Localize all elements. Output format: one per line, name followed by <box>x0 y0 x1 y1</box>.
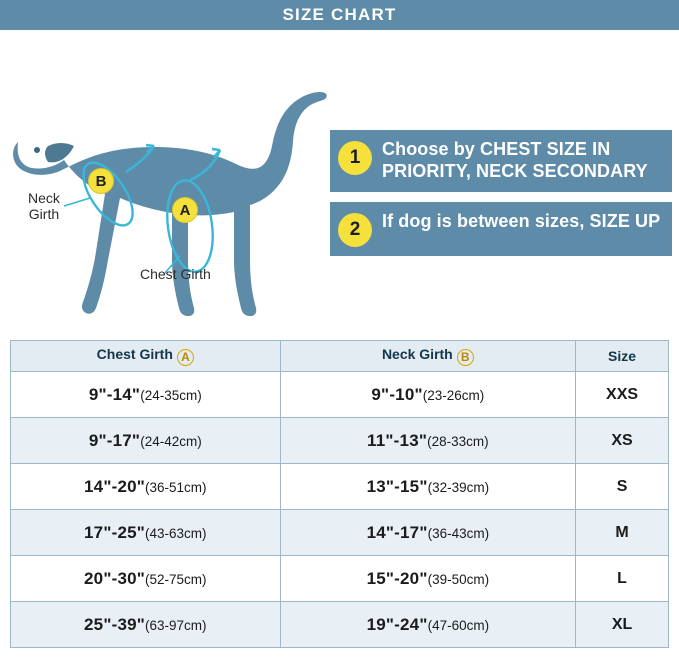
tip-item-1 <box>330 130 672 192</box>
neck-inches: 9"-10" <box>371 384 423 404</box>
table-row <box>11 372 669 418</box>
chest-inches: 9"-17" <box>88 430 141 450</box>
tip-item-2 <box>330 202 672 256</box>
cell-neck-girth <box>280 418 576 464</box>
tip-text-1: Choose by CHEST SIZE IN PRIORITY, NECK SECONDARY <box>382 139 648 181</box>
neck-cm: (23-26cm) <box>422 387 485 403</box>
badge-a-icon: A <box>177 349 194 366</box>
table-header-row <box>11 341 669 372</box>
cell-neck-girth <box>280 372 576 418</box>
neck-cm: (39-50cm) <box>427 571 490 587</box>
cell-size: XXS <box>576 372 669 418</box>
cell-size: L <box>576 556 669 602</box>
chest-girth-label: Chest Girth <box>140 266 211 282</box>
size-table <box>10 340 669 648</box>
badge-b-icon: B <box>457 349 474 366</box>
chest-cm: (43-63cm) <box>145 525 207 541</box>
table-row <box>11 418 669 464</box>
tip-number-1: 1 <box>338 141 372 175</box>
badge-a-marker: A <box>172 197 198 223</box>
chest-inches: 20"-30" <box>84 568 146 588</box>
tips-list <box>330 130 672 266</box>
neck-inches: 14"-17" <box>366 522 428 542</box>
cell-size: M <box>576 510 669 556</box>
column-header-chest-girth <box>11 341 281 372</box>
size-table-wrapper <box>10 340 669 648</box>
column-header-neck-girth-text: Neck Girth <box>381 346 453 362</box>
cell-size: S <box>576 464 669 510</box>
chest-inches: 14"-20" <box>84 476 146 496</box>
column-header-chest-girth-text: Chest Girth <box>96 346 173 362</box>
badge-b-marker: B <box>88 168 114 194</box>
chest-cm: (24-42cm) <box>140 433 202 449</box>
chest-cm: (36-51cm) <box>145 479 207 495</box>
cell-chest-girth <box>11 510 281 556</box>
neck-girth-label <box>28 190 60 222</box>
cell-chest-girth <box>11 602 281 648</box>
tip-text-2: If dog is between sizes, SIZE UP <box>382 210 661 231</box>
tip-number-2: 2 <box>338 213 372 247</box>
cell-chest-girth <box>11 556 281 602</box>
cell-chest-girth <box>11 418 281 464</box>
neck-inches: 19"-24" <box>366 614 428 634</box>
chest-cm: (24-35cm) <box>140 387 202 403</box>
cell-neck-girth <box>280 556 576 602</box>
table-row <box>11 464 669 510</box>
illustration-area <box>0 30 679 330</box>
neck-girth-label-line1: Neck <box>28 190 60 206</box>
dog-illustration <box>4 46 334 326</box>
cell-size: XS <box>576 418 669 464</box>
neck-inches: 11"-13" <box>367 430 428 450</box>
neck-cm: (36-43cm) <box>427 525 490 541</box>
chest-inches: 17"-25" <box>84 522 146 542</box>
chest-cm: (52-75cm) <box>145 571 207 587</box>
cell-size: XL <box>576 602 669 648</box>
neck-inches: 15"-20" <box>366 568 428 588</box>
neck-cm: (28-33cm) <box>427 433 489 449</box>
cell-chest-girth <box>11 464 281 510</box>
column-header-size: Size <box>576 341 669 372</box>
table-row <box>11 556 669 602</box>
table-row <box>11 510 669 556</box>
neck-inches: 13"-15" <box>366 476 428 496</box>
cell-chest-girth <box>11 372 281 418</box>
chest-inches: 9"-14" <box>88 384 141 404</box>
table-body <box>11 372 669 648</box>
neck-girth-label-line2: Girth <box>28 206 60 223</box>
chest-inches: 25"-39" <box>84 614 146 634</box>
table-row <box>11 602 669 648</box>
neck-cm: (32-39cm) <box>427 479 490 495</box>
neck-cm: (47-60cm) <box>427 617 490 633</box>
page-title: SIZE CHART <box>282 5 397 24</box>
cell-neck-girth <box>280 510 576 556</box>
cell-neck-girth <box>280 464 576 510</box>
chest-cm: (63-97cm) <box>145 617 207 633</box>
column-header-neck-girth <box>280 341 576 372</box>
cell-neck-girth <box>280 602 576 648</box>
page-header <box>0 0 679 30</box>
